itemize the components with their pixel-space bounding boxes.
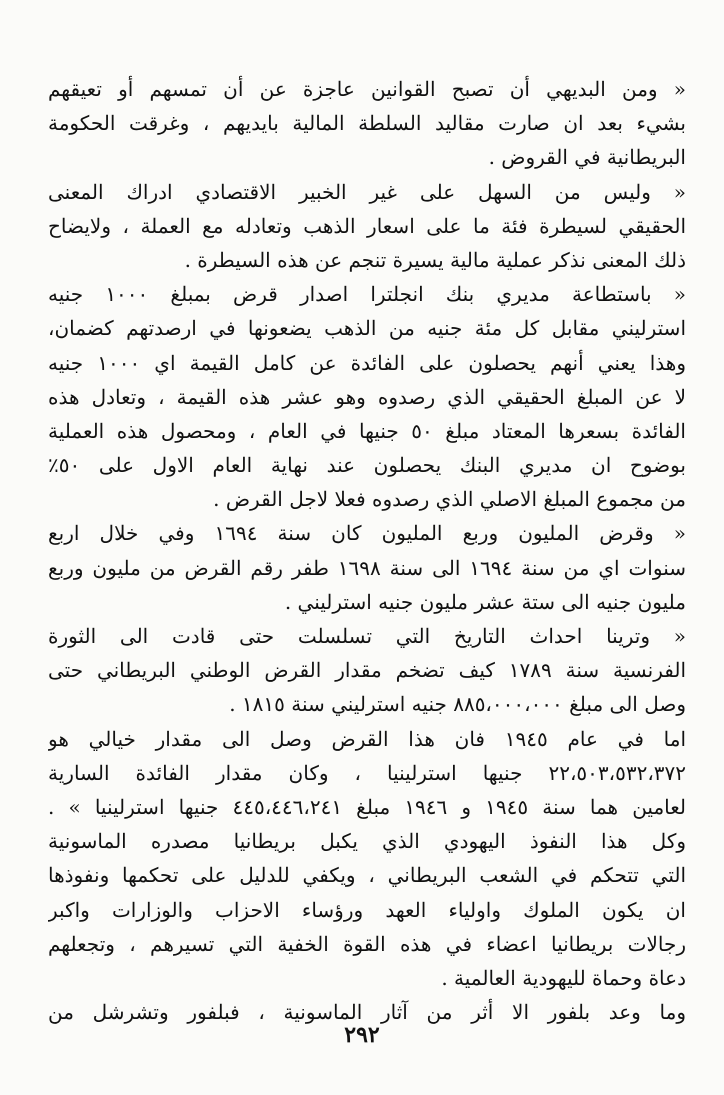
text-line: ان يكون الملوك واولياء العهد ورؤساء الاحزاب والوزارات واكبر [48, 897, 686, 922]
text-line: « وقرض المليون وربع المليون كان سنة ١٦٩٤ وفي خلال اربع [48, 521, 686, 546]
paragraph-7 [48, 824, 686, 995]
paragraph-3 [48, 277, 686, 516]
text-line: بوضوح ان مديري البنك يحصلون عند نهاية العام الاول على ٥٠٪ [48, 453, 686, 478]
text-line: دعاة وحماة لليهودية العالمية . [441, 965, 686, 990]
text-line: ٢٢،٥٠٣،٥٣٢،٣٧٢ جنيها استرلينيا ، وكان مقدار الفائدة السارية [48, 760, 686, 785]
text-line: من مجموع المبلغ الاصلي الذي رصدوه فعلا لاجل القرض . [213, 487, 686, 512]
text-line: لا عن المبلغ الحقيقي الذي رصدوه وهو عشر هذه القيمة ، وتعادل هذه [48, 384, 686, 409]
paragraph-1 [48, 72, 686, 175]
text-line: ذلك المعنى نذكر عملية مالية يسيرة تنجم عن هذه السيطرة . [184, 247, 686, 272]
text-line: الفائدة بسعرها المعتاد مبلغ ٥٠ جنيها في العام ، ومحصول هذه العملية [48, 418, 686, 443]
text-line: الفرنسية سنة ١٧٨٩ كيف تضخم مقدار القرض الوطني البريطاني حتى [48, 658, 686, 683]
page-number: ٢٩٢ [344, 1022, 380, 1048]
text-line: وصل الى مبلغ ٨٨٥،٠٠٠،٠٠٠ جنيه استرليني سنة ١٨١٥ . [229, 692, 686, 717]
text-line: الحقيقي لسيطرة فئة ما على اسعار الذهب وتعادله مع العملة ، ولايضاح [48, 213, 686, 238]
text-line: « وليس من السهل على غير الخبير الاقتصادي ادراك المعنى [48, 179, 686, 204]
text-line: « باستطاعة مديري بنك انجلترا اصدار قرض بمبلغ ١٠٠٠ جنيه [48, 282, 686, 307]
page-body [48, 72, 686, 1029]
text-line: البريطانية في القروض . [488, 145, 686, 170]
text-line: وما وعد بلفور الا أثر من آثار الماسونية ، فبلفور وتشرشل من [48, 1000, 686, 1025]
text-line: وهذا يعني أنهم يحصلون على الفائدة عن كامل القيمة اي ١٠٠٠ جنيه [48, 350, 686, 375]
paragraph-5 [48, 619, 686, 722]
paragraph-4 [48, 516, 686, 619]
text-line: رجالات بريطانيا اعضاء في هذه القوة الخفية التي تسيرهم ، وتجعلهم [48, 931, 686, 956]
text-line: سنوات اي من سنة ١٦٩٤ الى سنة ١٦٩٨ طفر رقم القرض من مليون وربع [48, 555, 686, 580]
text-line: « وترينا احداث التاريخ التي تسلسلت حتى قادت الى الثورة [48, 624, 686, 648]
text-line: اما في عام ١٩٤٥ فان هذا القرض وصل الى مقدار خيالي هو [48, 726, 686, 751]
paragraph-6 [48, 722, 686, 825]
text-line: استرليني مقابل كل مئة جنيه من الذهب يضعونها في ارصدتهم كضمان، [48, 316, 686, 341]
text-line: « ومن البديهي أن تصبح القوانين عاجزة عن أن تمسهم أو تعيقهم [48, 77, 686, 101]
text-line: لعامين هما سنة ١٩٤٥ و ١٩٤٦ مبلغ ٤٤٥،٤٤٦،٢٤١ جنيها استرلينيا » . [48, 794, 686, 819]
text-line: التي تتحكم في الشعب البريطاني ، ويكفي للدليل على تحكمها ونفوذها [48, 863, 686, 888]
text-line: وكل هذا النفوذ اليهودي الذي يكبل بريطانيا مصدره الماسونية [48, 829, 686, 854]
paragraph-2 [48, 175, 686, 278]
text-line: مليون جنيه الى ستة عشر مليون جنيه استرليني . [284, 589, 686, 614]
text-line: بشيء بعد ان صارت مقاليد السلطة المالية بايديهم ، وغرقت الحكومة [48, 111, 686, 136]
